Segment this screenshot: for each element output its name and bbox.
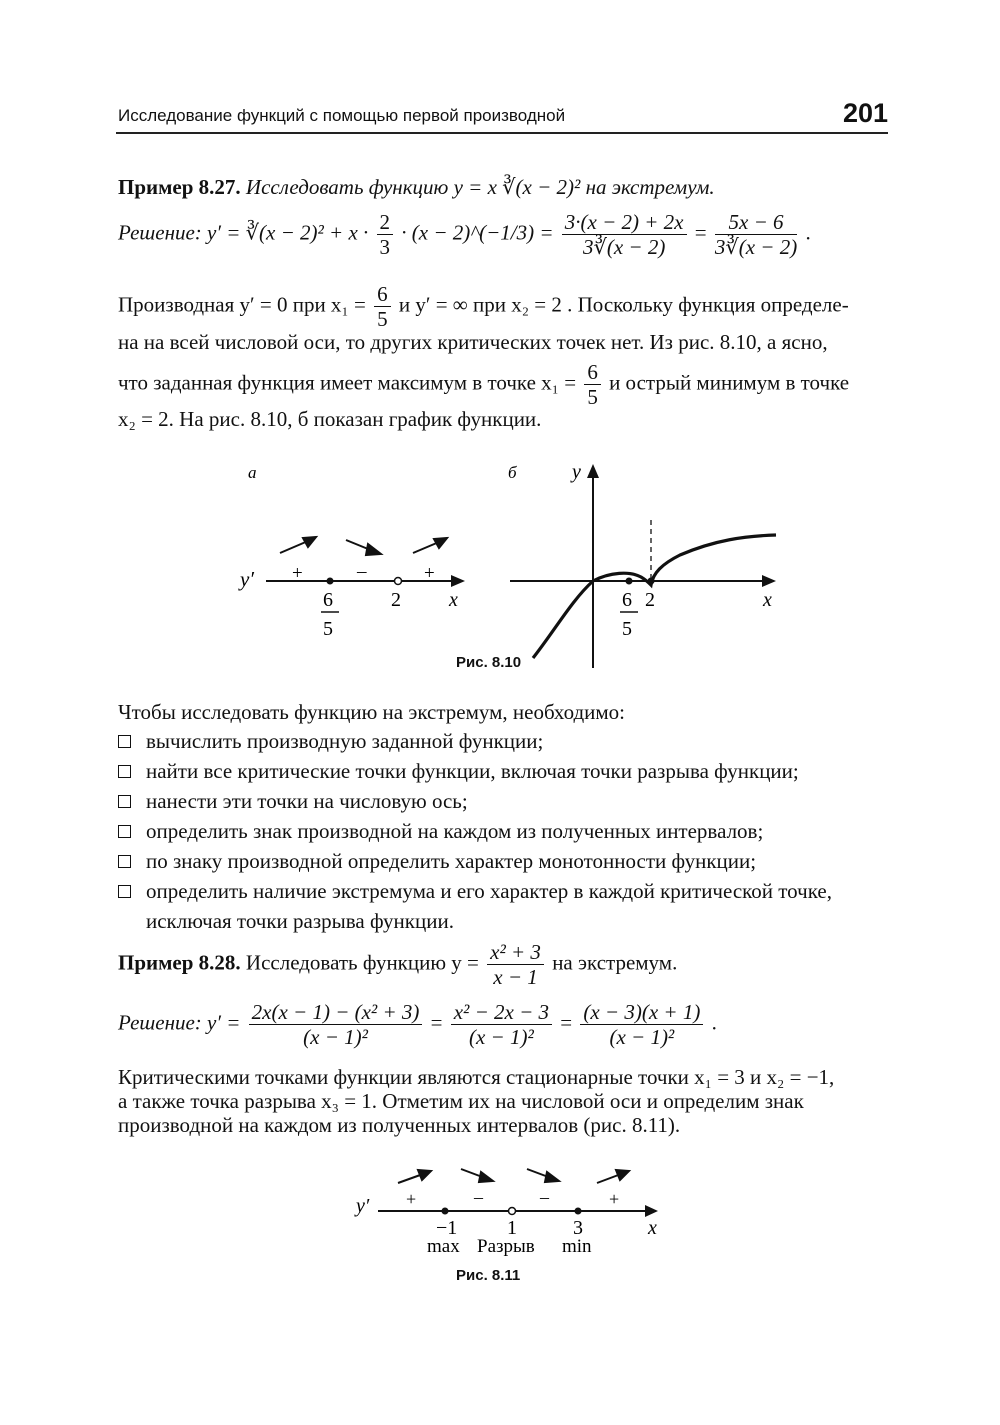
- algorithm-steps: [118, 726, 890, 936]
- fraction-den: 5: [587, 385, 598, 409]
- equals-sign: =: [430, 1010, 443, 1035]
- list-item: [118, 846, 890, 876]
- fraction: [451, 1000, 552, 1049]
- sign-label: +: [609, 1189, 620, 1209]
- checkbox-bullet-icon: [118, 765, 131, 778]
- sign-label: +: [406, 1189, 417, 1209]
- axis-arrowhead: [645, 1205, 658, 1217]
- fraction: [715, 210, 797, 259]
- paragraph-line: Критическими точками функции являются стационарные точки x₁ = 3 и x₂ = −1,: [118, 1065, 835, 1089]
- fraction: [374, 282, 391, 331]
- fraction-num: x² − 2x − 3: [451, 1000, 552, 1025]
- sign-minus: –: [357, 561, 367, 582]
- fraction-den: (x − 1)²: [303, 1025, 368, 1049]
- decreasing-arrow-icon: [527, 1169, 559, 1182]
- y-axis-label: y: [572, 461, 581, 483]
- fraction-num: 2: [377, 210, 394, 235]
- figure-8-11: [0, 1150, 1000, 1270]
- fraction: [562, 210, 687, 259]
- tick-two: 2: [391, 589, 401, 611]
- header-rule: [116, 132, 888, 134]
- figure-8-10-caption: Рис. 8.10: [456, 654, 522, 671]
- paragraph-line: x₂ = 2. На рис. 8.10, б показан график функции.: [118, 407, 542, 431]
- text-span: и y′ = ∞ при x₂ = 2 . Поскольку функция определе-: [398, 292, 849, 317]
- fraction-num: 6: [374, 282, 391, 307]
- critical-point-open: [395, 578, 402, 585]
- text-span: и острый минимум в точке: [609, 370, 850, 395]
- fraction-den: 3: [379, 235, 391, 259]
- text-span: Производная y′ = 0 при x₁ =: [118, 292, 366, 317]
- axis-arrowhead: [762, 575, 776, 587]
- critical-point-filled: [575, 1208, 582, 1215]
- example-827-solution: [118, 210, 811, 259]
- figure-8-10: [0, 440, 1000, 680]
- critical-point-filled: [442, 1208, 449, 1215]
- solution-part: y′ = ∛(x − 2)² + x ·: [207, 220, 369, 245]
- tick-five: 5: [323, 618, 333, 640]
- increasing-arrow-icon: [597, 1170, 629, 1183]
- decreasing-arrow-icon: [461, 1169, 493, 1182]
- paragraph-line: производной на каждом из полученных интервалов (рис. 8.11).: [118, 1113, 681, 1137]
- fraction-den: x − 1: [493, 965, 538, 989]
- x-axis-label: x: [449, 589, 458, 611]
- page-number: 201: [842, 98, 888, 128]
- fraction-den: (x − 1)²: [609, 1025, 675, 1049]
- running-header: Исследование функций с помощью первой производной: [118, 106, 566, 125]
- sign-plus: +: [292, 563, 303, 584]
- example-827-task: Исследовать функцию y = x ∛(x − 2)² на экстремум.: [245, 175, 715, 199]
- fraction-den: 3∛(x − 2): [714, 235, 798, 259]
- discontinuity-point-open: [509, 1208, 516, 1215]
- fraction: [584, 360, 601, 409]
- fraction-den: (x − 1)²: [468, 1025, 534, 1049]
- list-item-text: нанести эти точки на числовую ось;: [146, 789, 468, 813]
- tick-two: 2: [645, 589, 655, 611]
- example-828-label: Пример 8.28.: [118, 950, 241, 975]
- panel-a-label: а: [248, 463, 257, 482]
- point-label-discontinuity: Разрыв: [477, 1236, 535, 1257]
- text-span: y′ =: [207, 1010, 241, 1035]
- tick-six: 6: [622, 589, 632, 611]
- decreasing-arrow-icon: [346, 540, 381, 555]
- figure-8-11-caption: Рис. 8.11: [456, 1267, 521, 1284]
- fraction-num: 2x(x − 1) − (x² + 3): [249, 1000, 423, 1025]
- fraction-den: 3∛(x − 2): [582, 235, 666, 259]
- fraction-num: 3·(x − 2) + 2x: [562, 210, 687, 235]
- x-axis-label: x: [648, 1217, 657, 1239]
- paragraph-line: [118, 282, 849, 331]
- tick-label: 1: [507, 1217, 517, 1239]
- solution-label: Решение:: [118, 1010, 202, 1035]
- text-span: на экстремум.: [552, 950, 678, 975]
- yprime-label: y′: [240, 567, 254, 591]
- tick-six: 6: [323, 589, 333, 611]
- paragraph-line: [118, 360, 849, 409]
- example-827-label: Пример 8.27.: [118, 175, 241, 199]
- paragraph-line: на на всей числовой оси, то других критических точек нет. Из рис. 8.10, а ясно,: [118, 330, 828, 354]
- fraction: [487, 940, 544, 989]
- list-item-text: определить знак производной на каждом из полученных интервалов;: [146, 819, 764, 843]
- equals-sign: =: [560, 1010, 573, 1035]
- checkbox-bullet-icon: [118, 855, 131, 868]
- increasing-arrow-icon: [280, 537, 316, 553]
- solution-label: Решение:: [118, 220, 202, 245]
- fraction-num: (x − 3)(x + 1): [580, 1000, 703, 1025]
- list-item: [118, 726, 890, 756]
- tick-five: 5: [622, 618, 632, 640]
- algorithm-intro: Чтобы исследовать функцию на экстремум, необходимо:: [118, 700, 626, 724]
- sign-plus: +: [424, 563, 435, 584]
- period: .: [711, 1010, 717, 1035]
- fraction: [580, 1000, 703, 1049]
- fraction-den: 5: [377, 307, 388, 331]
- tick-label: 3: [573, 1217, 583, 1239]
- list-item-text: по знаку производной определить характер монотонности функции;: [146, 849, 757, 873]
- text-span: Исследовать функцию y =: [245, 950, 479, 975]
- sign-label: –: [474, 1187, 483, 1207]
- list-item-text: определить наличие экстремума и его характер в каждой критической точке, исключая точки разрыва функции.: [146, 879, 832, 933]
- list-item-text: найти все критические точки функции, включая точки разрыва функции;: [146, 759, 799, 783]
- checkbox-bullet-icon: [118, 885, 131, 898]
- min-point: [648, 578, 655, 585]
- yprime-label: y′: [356, 1195, 370, 1217]
- fraction-num: 5x − 6: [715, 210, 797, 235]
- max-point: [626, 578, 633, 585]
- text-span: что заданная функция имеет максимум в точке x₁ =: [118, 370, 577, 395]
- list-item: [118, 876, 890, 936]
- equals-sign: =: [694, 220, 707, 245]
- period: .: [805, 220, 811, 245]
- list-item: [118, 786, 890, 816]
- checkbox-bullet-icon: [118, 795, 131, 808]
- checkbox-bullet-icon: [118, 825, 131, 838]
- checkbox-bullet-icon: [118, 735, 131, 748]
- point-label-min: min: [562, 1236, 592, 1257]
- example-828-statement: [118, 940, 677, 989]
- fraction-num: x² + 3: [487, 940, 544, 965]
- fraction: [377, 210, 394, 259]
- critical-point-filled: [327, 578, 334, 585]
- x-axis-label: x: [763, 589, 772, 611]
- paragraph-line: а также точка разрыва x₃ = 1. Отметим их на числовой оси и определим знак: [118, 1089, 804, 1113]
- increasing-arrow-icon: [413, 538, 447, 553]
- example-827-statement: [118, 172, 715, 202]
- increasing-arrow-icon: [398, 1170, 431, 1183]
- point-label-max: max: [427, 1236, 460, 1257]
- list-item: [118, 816, 890, 846]
- axis-arrowhead: [451, 575, 465, 587]
- list-item-text: вычислить производную заданной функции;: [146, 729, 544, 753]
- tick-label: −1: [436, 1217, 458, 1239]
- panel-b-label: б: [508, 463, 517, 482]
- fraction-num: 6: [584, 360, 601, 385]
- list-item: [118, 756, 890, 786]
- example-828-solution: [118, 1000, 717, 1049]
- fraction: [249, 1000, 423, 1049]
- solution-part: · (x − 2)^(−1/3) =: [401, 220, 554, 245]
- sign-label: –: [540, 1187, 549, 1207]
- axis-arrowhead: [587, 464, 599, 478]
